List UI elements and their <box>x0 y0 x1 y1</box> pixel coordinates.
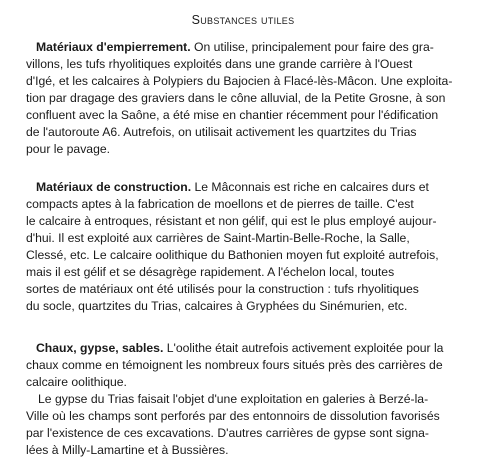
section-3-line-2: chaux comme en témoignent les nombreux fours situés près des carrières de <box>26 358 443 372</box>
section-3-line-1 <box>36 341 443 356</box>
section-2-line-4: d'hui. Il est exploité aux carrières de Saint-Martin-Belle-Roche, la Salle, <box>26 231 410 245</box>
section-1-line-5: confluent avec la Saône, a été mise en chantier récemment pour l'édification <box>26 108 439 122</box>
section-3-line-1-text: L'oolithe était autrefois activement exploitée pour la <box>163 341 444 355</box>
section-3-line-7: lées à Milly-Lamartine et à Bussières. <box>26 443 229 457</box>
section-2-line-3: le calcaire à entroques, résistant et non gélif, qui est le plus employé aujour- <box>26 214 437 228</box>
section-2-line-8: du socle, quartzites du Trias, calcaires à Gryphées du Sinémurien, etc. <box>26 299 408 313</box>
section-3-line-3: calcaire oolithique. <box>26 375 127 389</box>
section-1-line-6: de l'autoroute A6. Autrefois, on utilisait activement les quartzites du Trias <box>26 125 417 139</box>
section-1-line-2: villons, les tufs rhyolitiques exploités dans une grande carrière à l'Ouest <box>26 57 413 71</box>
section-1-line-7: pour le pavage. <box>26 142 111 156</box>
section-3-line-6: par l'existence de ces excavations. D'autres carrières de gypse sont signa- <box>26 426 429 440</box>
section-1-line-4: tion par dragage des graviers dans le cône alluvial, de la Petite Grosne, à son <box>26 91 446 105</box>
section-2-line-5: Clessé, etc. Le calcaire oolithique du Bathonien moyen fut exploité autrefois, <box>26 248 439 262</box>
section-2-line-6: mais il est gélif et se désagrège rapidement. A l'échelon local, toutes <box>26 265 395 279</box>
section-2-line-1-text: Le Mâconnais est riche en calcaires durs et <box>191 180 429 194</box>
page-title: Substances utiles <box>191 13 295 27</box>
section-3-heading: Chaux, gypse, sables. <box>36 341 164 355</box>
section-3-line-4: Le gypse du Trias faisait l'objet d'une exploitation en galeries à Berzé-la- <box>38 392 429 406</box>
section-1-heading: Matériaux d'empierrement. <box>36 40 191 54</box>
section-2-heading: Matériaux de construction. <box>36 180 192 194</box>
section-1-line-3: d'Igé, et les calcaires à Polypiers du Bajocien à Flacé-lès-Mâcon. Une exploita- <box>26 74 453 88</box>
section-2-line-7: sortes de matériaux ont été utilisés pour la construction : tufs rhyolitiques <box>26 282 419 296</box>
section-2-line-1 <box>36 180 429 195</box>
section-3-line-5: Ville où les champs sont perforés par des entonnoirs de dissolution favorisés <box>26 409 440 423</box>
section-1-line-1-text: On utilise, principalement pour faire des gra- <box>190 40 434 54</box>
section-1-line-1 <box>36 40 448 55</box>
section-2-line-2: compacts aptes à la fabrication de moellons et de pierres de taille. C'est <box>26 197 414 211</box>
